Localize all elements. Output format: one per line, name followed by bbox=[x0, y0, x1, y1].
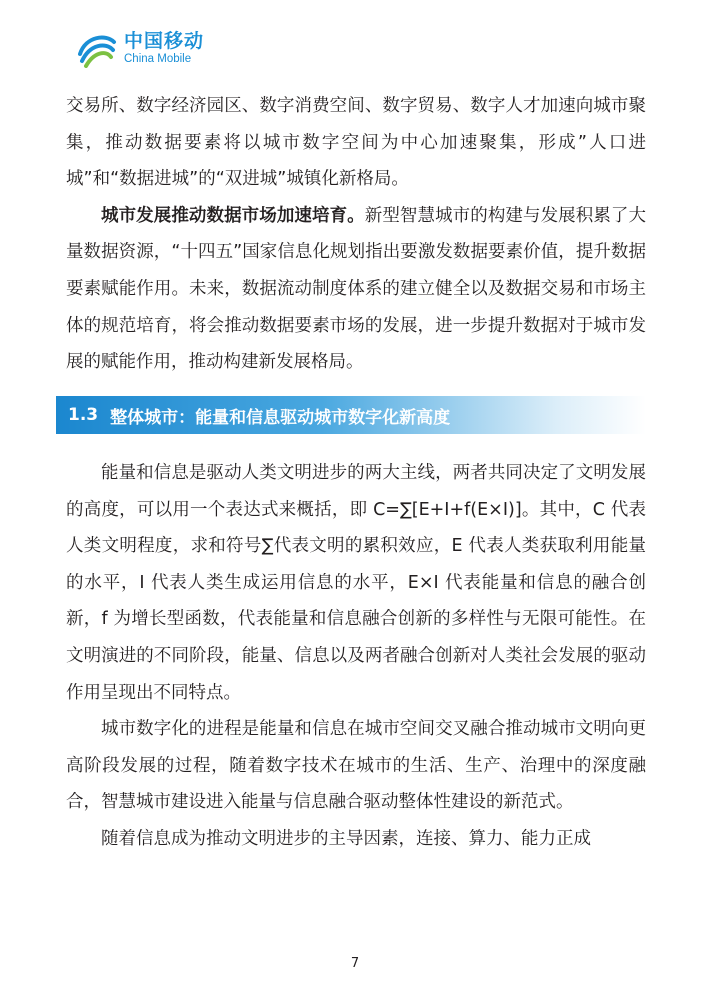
paragraph-3: 能量和信息是驱动人类文明进步的两大主线，两者共同决定了文明发展的高度，可以用一个表达式来概括，即 C=∑[E+I+f(E×I)]。其中，C 代表人类文明程度，求和符号∑代表文明的累积效应，E 代表人类获取利用能量的水平，I 代表人类生成运用信息的水平，E×I 代表能量和信息的融合创新，f 为增长型函数，代表能量和信息融合创新的多样性与无限可能性。在文明演进的不同阶段，能量、信息以及两者融合创新对人类社会发展的驱动作用呈现出不同特点。 bbox=[66, 463, 646, 703]
paragraph-2-lead: 城市发展推动数据市场加速培育。 bbox=[101, 205, 365, 226]
page-number: 7 bbox=[350, 956, 360, 971]
section-heading bbox=[56, 396, 646, 434]
paragraph-1: 交易所、数字经济园区、数字消费空间、数字贸易、数字人才加速向城市聚集，推动数据要素将以城市数字空间为中心加速聚集，形成”人口进城”和“数据进城”的“双进城”城镇化新格局。 bbox=[66, 96, 646, 190]
china-mobile-logo-icon bbox=[76, 30, 118, 68]
body-text-section bbox=[66, 455, 646, 858]
logo-english-name: China Mobile bbox=[124, 53, 192, 66]
section-number: 1.3 bbox=[68, 405, 99, 425]
paragraph-5: 随着信息成为推动文明进步的主导因素，连接、算力、能力正成 bbox=[101, 828, 591, 849]
body-text-top bbox=[66, 88, 646, 381]
paragraph-4: 城市数字化的进程是能量和信息在城市空间交叉融合推动城市文明向更高阶段发展的过程，随着数字技术在城市的生活、生产、治理中的深度融合，智慧城市建设进入能量与信息融合驱动整体性建设的新范式。 bbox=[66, 719, 646, 813]
paragraph-2 bbox=[66, 198, 646, 381]
logo-chinese-name: 中国移动 bbox=[124, 30, 205, 53]
china-mobile-logo bbox=[76, 30, 204, 68]
paragraph-2-body: 新型智慧城市的构建与发展积累了大量数据资源，“十四五”国家信息化规划指出要激发数据要素价值，提升数据要素赋能作用。未来，数据流动制度体系的建立健全以及数据交易和市场主体的规范培育，将会推动数据要素市场的发展，进一步提升数据对于城市发展的赋能作用，推动构建新发展格局。 bbox=[66, 205, 646, 373]
section-title: 整体城市：能量和信息驱动城市数字化新高度 bbox=[110, 407, 451, 428]
